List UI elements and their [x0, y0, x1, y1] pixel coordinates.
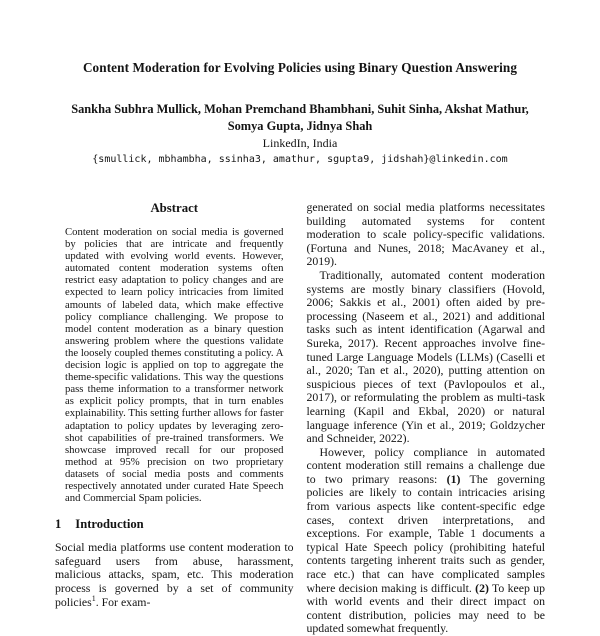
authors-block — [0, 101, 600, 135]
authors-line-1: Sankha Subhra Mullick, Mohan Premchand Bhambhani, Suhit Sinha, Akshat Mathur, — [71, 102, 529, 116]
abstract-heading: Abstract — [150, 201, 199, 215]
section-title: Introduction — [75, 517, 144, 532]
section-heading-introduction — [55, 517, 294, 532]
introduction-text-continued: . For exam- — [95, 594, 151, 609]
right-paragraph-3-text-mid: The governing policies are likely to contain intricacies arising from various aspects like content-specific edge cases, context driven interpretations, and exceptions. For example, Table 1 documents a typical Hate Speech policy (prohibiting hateful contents targeting inherent traits such as gender, race etc.) that can have complicated samples where decision making is difficult. — [306, 471, 545, 595]
right-paragraph-1: generated on social media platforms necessitates building automated systems for content moderation to scale policy-specific validations. (Fortuna and Nunes, 2018; MacAvaney et al., 2019). — [306, 200, 545, 269]
affiliation: LinkedIn, India — [262, 136, 338, 150]
right-paragraph-3-text-end: To keep up with world events and their direct impact on content distribution, policies may need to be updated somewhat frequently. — [306, 580, 545, 636]
authors-line-2: Somya Gupta, Jidnya Shah — [227, 119, 373, 133]
right-paragraph-3-text: However, policy compliance in automated content moderation still remains a challenge due to two primary reasons: — [306, 444, 545, 486]
introduction-text: Social media platforms use content moderation to safeguard users from abuse, harassment, malicious attacks, spam, etc. This moderation process is governed by a set of community policies — [55, 540, 294, 609]
two-column-layout — [0, 201, 600, 636]
right-paragraph-2: Traditionally, automated content moderation systems are mostly binary classifiers (Hovold, 2006; Sakkis et al., 2001) often aided by pre-processing (Naseem et al., 2021) and additional tasks such as intent identification (Agarwal and Sureka, 2017). Recent approaches involve fine-tuned Large Language Models (LLMs) (Caselli et al., 2020; Tan et al., 2020), putting attention on suspicious pieces of text (Pavlopoulos et al., 2017), or reformulating the problem as multi-task learning (Kapil and Ekbal, 2020) or natural language inference (Yin et al., 2019; Goldzycher and Schneider, 2022). — [306, 267, 545, 446]
footnote-marker: 1 — [91, 593, 96, 603]
introduction-paragraph — [55, 541, 294, 609]
right-column — [307, 201, 546, 636]
left-column — [55, 201, 294, 609]
author-emails: {smullick, mbhambha, ssinha3, amathur, sgupta9, jidshah}@linkedin.com — [92, 154, 508, 165]
section-number: 1 — [55, 517, 62, 532]
right-paragraph-3 — [307, 446, 546, 636]
reason-2-marker: (2) — [475, 580, 489, 595]
abstract-text: Content moderation on social media is governed by policies that are intricate and frequently updated with evolving world events. However, automated content moderation systems often restrict easy adaptation to policy changes and are expected to learn policy intricacies from limited amounts of labeled data, which make effective policy compliance challenging. We propose to model content moderation as a binary question answering problem where the questions validate the loosely coupled themes constituting a policy. A decision logic is applied on top to aggregate the theme-specific validations. This way the questions pass theme information to a transformer network as explicit policy prompts, that in turn enables explainability. This setting further allows for faster adaptation to policy updates by leveraging zero-shot capabilities of pre-trained transformers. We showcase improved recall for our proposed method at 95% precision on two proprietary datasets of social media posts and comments respectively annotated under curated Hate Speech and Commercial Spam policies. — [65, 226, 284, 505]
reason-1-marker: (1) — [446, 471, 461, 486]
paper-title: Content Moderation for Evolving Policies using Binary Question Answering — [82, 60, 518, 75]
